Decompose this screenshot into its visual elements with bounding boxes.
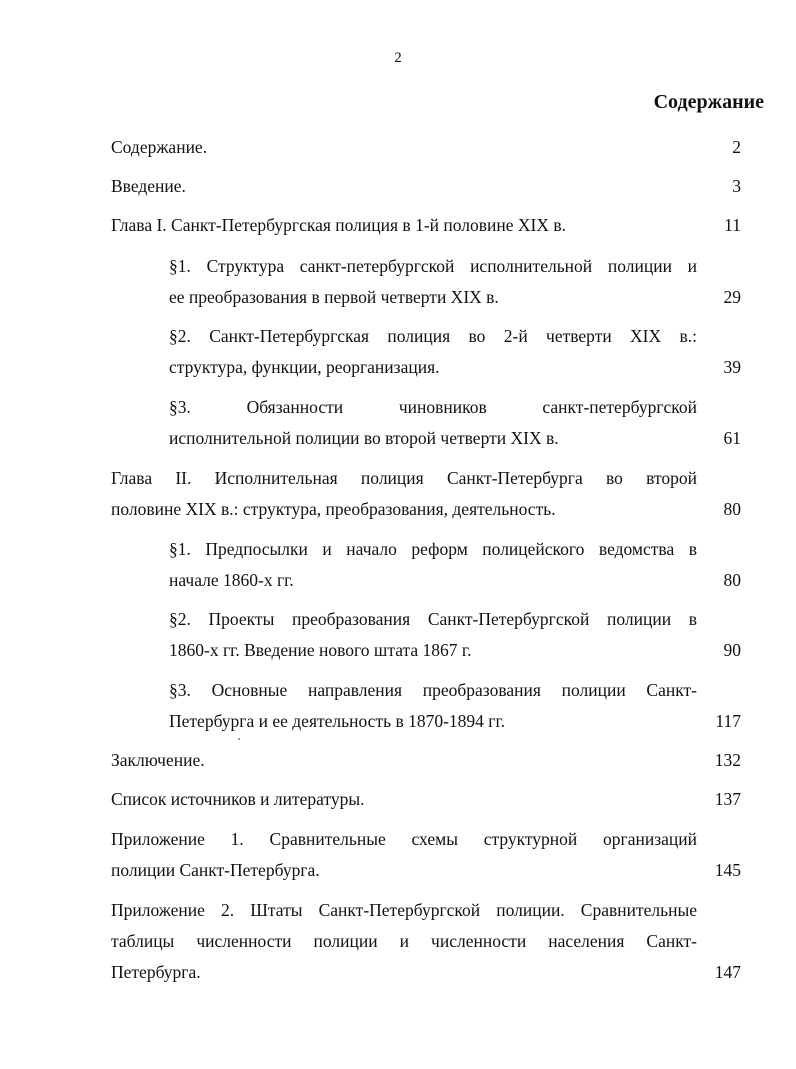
toc-entry-page: 3 — [732, 176, 741, 196]
toc-entry-text: Введение. — [111, 176, 186, 196]
toc-entry-text: Петербурга. — [111, 962, 201, 982]
toc-entry-text: половине XIX в.: структура, преобразования, деятельность. — [111, 499, 556, 519]
toc-entry-page: 137 — [714, 789, 741, 809]
toc-entry-text: таблицы численности полиции и численности населения Санкт- — [111, 931, 697, 951]
toc-entry-text: §3. Обязанности чиновников санкт-петербургской — [169, 397, 697, 417]
toc-entry-page: 2 — [732, 137, 741, 157]
toc-entry-text: Приложение 1. Сравнительные схемы структурной организаций — [111, 829, 697, 849]
toc-entry-text: §3. Основные направления преобразования полиции Санкт- — [169, 680, 697, 700]
toc-entry-text: §2. Проекты преобразования Санкт-Петербургской полиции в — [169, 609, 697, 629]
toc-entry-text: Глава I. Санкт-Петербургская полиция в 1-й половине XIX в. — [111, 215, 566, 235]
toc-entry-page: 117 — [715, 711, 741, 731]
toc-entry-text: структура, функции, реорганизация. — [169, 357, 440, 377]
toc-entry-page: 29 — [723, 287, 741, 307]
toc-entry-page: 145 — [714, 860, 741, 880]
toc-entry-page: 61 — [723, 428, 741, 448]
toc-entry-page: 132 — [714, 750, 741, 770]
toc-entry-text: полиции Санкт-Петербурга. — [111, 860, 320, 880]
toc-entry-text: Петербурга и ее деятельность в 1870-1894 гг. — [169, 711, 506, 731]
toc-entry-text: Список источников и литературы. — [111, 789, 365, 809]
toc-entry-text: Приложение 2. Штаты Санкт-Петербургской полиции. Сравнительные — [111, 900, 697, 920]
toc-entry-text: исполнительной полиции во второй четверти XIX в. — [169, 428, 559, 448]
toc-entry-text: начале 1860-х гг. — [169, 570, 294, 590]
toc-title: Содержание — [653, 91, 764, 113]
toc-entry-text: Содержание. — [111, 137, 208, 157]
page-number: 2 — [394, 50, 402, 66]
toc-entry-text: Заключение. — [111, 750, 205, 770]
toc-entry-page: 11 — [724, 215, 741, 235]
toc-entry-page: 90 — [723, 640, 741, 660]
toc-entry-text: 1860-х гг. Введение нового штата 1867 г. — [169, 640, 472, 660]
toc-entry-text: Глава II. Исполнительная полиция Санкт-Петербурга во второй — [111, 468, 697, 488]
toc-entry-text: ее преобразования в первой четверти XIX в. — [169, 287, 499, 307]
toc-entry-text: §1. Предпосылки и начало реформ полицейского ведомства в — [169, 539, 697, 559]
toc-entry-page: 80 — [723, 499, 741, 519]
toc-entry-page: 39 — [723, 357, 741, 377]
toc-entry-page: 80 — [723, 570, 741, 590]
scan-speck — [238, 738, 240, 740]
toc-entry-text: §1. Структура санкт-петербургской исполнительной полиции и — [169, 256, 697, 276]
toc-entry-text: §2. Санкт-Петербургская полиция во 2-й четверти XIX в.: — [169, 326, 697, 346]
toc-entry-page: 147 — [714, 962, 741, 982]
